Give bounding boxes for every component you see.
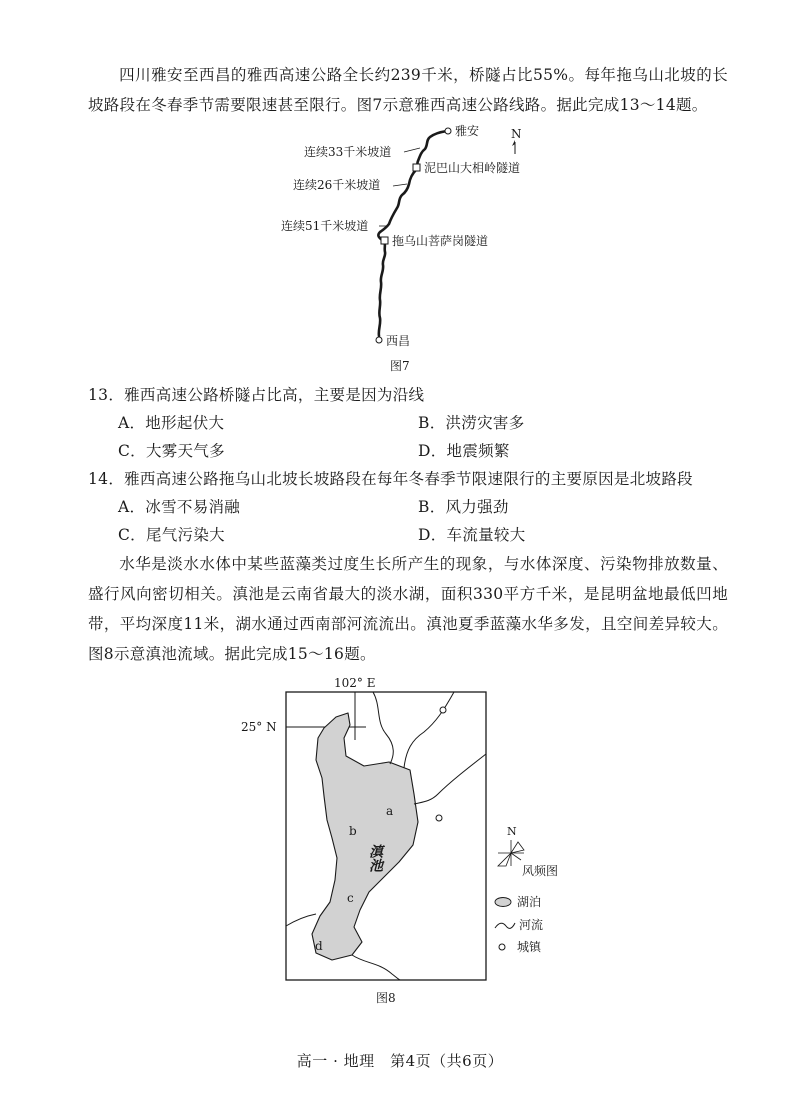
legend-lake-symbol <box>495 898 511 907</box>
city-label-xichang: 西昌 <box>386 334 411 348</box>
page-footer: 高一 · 地理 第4页（共6页） <box>296 1052 504 1070</box>
legend-river-label: 河流 <box>519 918 544 932</box>
slope-label-26km: 连续26千米坡道 <box>293 178 381 192</box>
passage-2 <box>88 549 728 669</box>
passage-1-text: 四川雅安至西昌的雅西高速公路全长约239千米，桥隧占比55%。每年拖乌山北坡的长坡路段在冬春季节需要限速甚至限行。图7示意雅西高速公路线路。据此完成13～14题。 <box>88 66 728 114</box>
legend-town-symbol <box>499 944 505 950</box>
site-label-a: a <box>386 804 394 818</box>
q13-option-c: C．大雾天气多 <box>118 442 225 460</box>
legend-town-label: 城镇 <box>517 940 542 954</box>
slope-leader-26km <box>393 184 407 186</box>
q14-option-b: B．风力强劲 <box>418 498 509 516</box>
site-label-d: d <box>315 939 323 953</box>
town-marker-north <box>440 707 446 713</box>
figure-8-dianchi-map <box>236 670 596 1010</box>
lake-name-label: 滇池 <box>367 844 383 872</box>
site-label-b: b <box>349 824 357 838</box>
city-marker-xichang <box>376 337 382 343</box>
passage-1 <box>88 60 728 120</box>
wind-rose-label: 风频图 <box>522 864 559 878</box>
city-label-yaan: 雅安 <box>455 124 480 138</box>
town-marker-east <box>436 815 442 821</box>
city-marker-yaan <box>445 128 451 134</box>
legend-lake-label: 湖泊 <box>517 895 542 909</box>
q14-option-d: D．车流量较大 <box>418 526 526 544</box>
longitude-label: 102° E <box>334 676 376 690</box>
slope-leader-33km <box>404 148 420 152</box>
fig7-north-label: N <box>511 127 522 141</box>
wind-rose-icon <box>498 840 524 866</box>
tunnel-marker-tuowushan <box>381 237 388 244</box>
tunnel-label-nibashan: 泥巴山大相岭隧道 <box>424 161 521 175</box>
site-label-c: c <box>347 891 354 905</box>
tunnel-marker-nibashan <box>413 164 420 171</box>
figure-7-route-map <box>280 118 580 378</box>
legend-river-symbol <box>495 923 515 928</box>
passage-2-text: 水华是淡水水体中某些蓝藻类过度生长所产生的现象，与水体深度、污染物排放数量、盛行风向密切相关。滇池是云南省最大的淡水湖，面积330平方千米，是昆明盆地最低凹地带，平均深度11米，湖水通过西南部河流流出。滇池夏季蓝藻水华多发，且空间差异较大。图8示意滇池流域。据此完成15～16题。 <box>88 555 728 663</box>
question-14-stem: 14．雅西高速公路拖乌山北坡长坡路段在每年冬春季节限速限行的主要原因是北坡路段 <box>88 470 693 488</box>
q13-option-d: D．地震频繁 <box>418 442 510 460</box>
q13-option-b: B．洪涝灾害多 <box>418 414 525 432</box>
fig8-caption: 图8 <box>376 991 396 1005</box>
latitude-label: 25° N <box>241 720 277 734</box>
q14-option-a: A．冰雪不易消融 <box>118 498 241 516</box>
fig7-caption: 图7 <box>390 359 410 373</box>
slope-label-33km: 连续33千米坡道 <box>304 145 392 159</box>
tunnel-label-tuowushan: 拖乌山菩萨岗隧道 <box>392 234 489 248</box>
wind-rose-north-label: N <box>507 825 517 838</box>
question-13-stem: 13．雅西高速公路桥隧占比高，主要是因为沿线 <box>88 386 425 404</box>
q14-option-c: C．尾气污染大 <box>118 526 225 544</box>
slope-label-51km: 连续51千米坡道 <box>281 219 369 233</box>
q13-option-a: A．地形起伏大 <box>118 414 225 432</box>
